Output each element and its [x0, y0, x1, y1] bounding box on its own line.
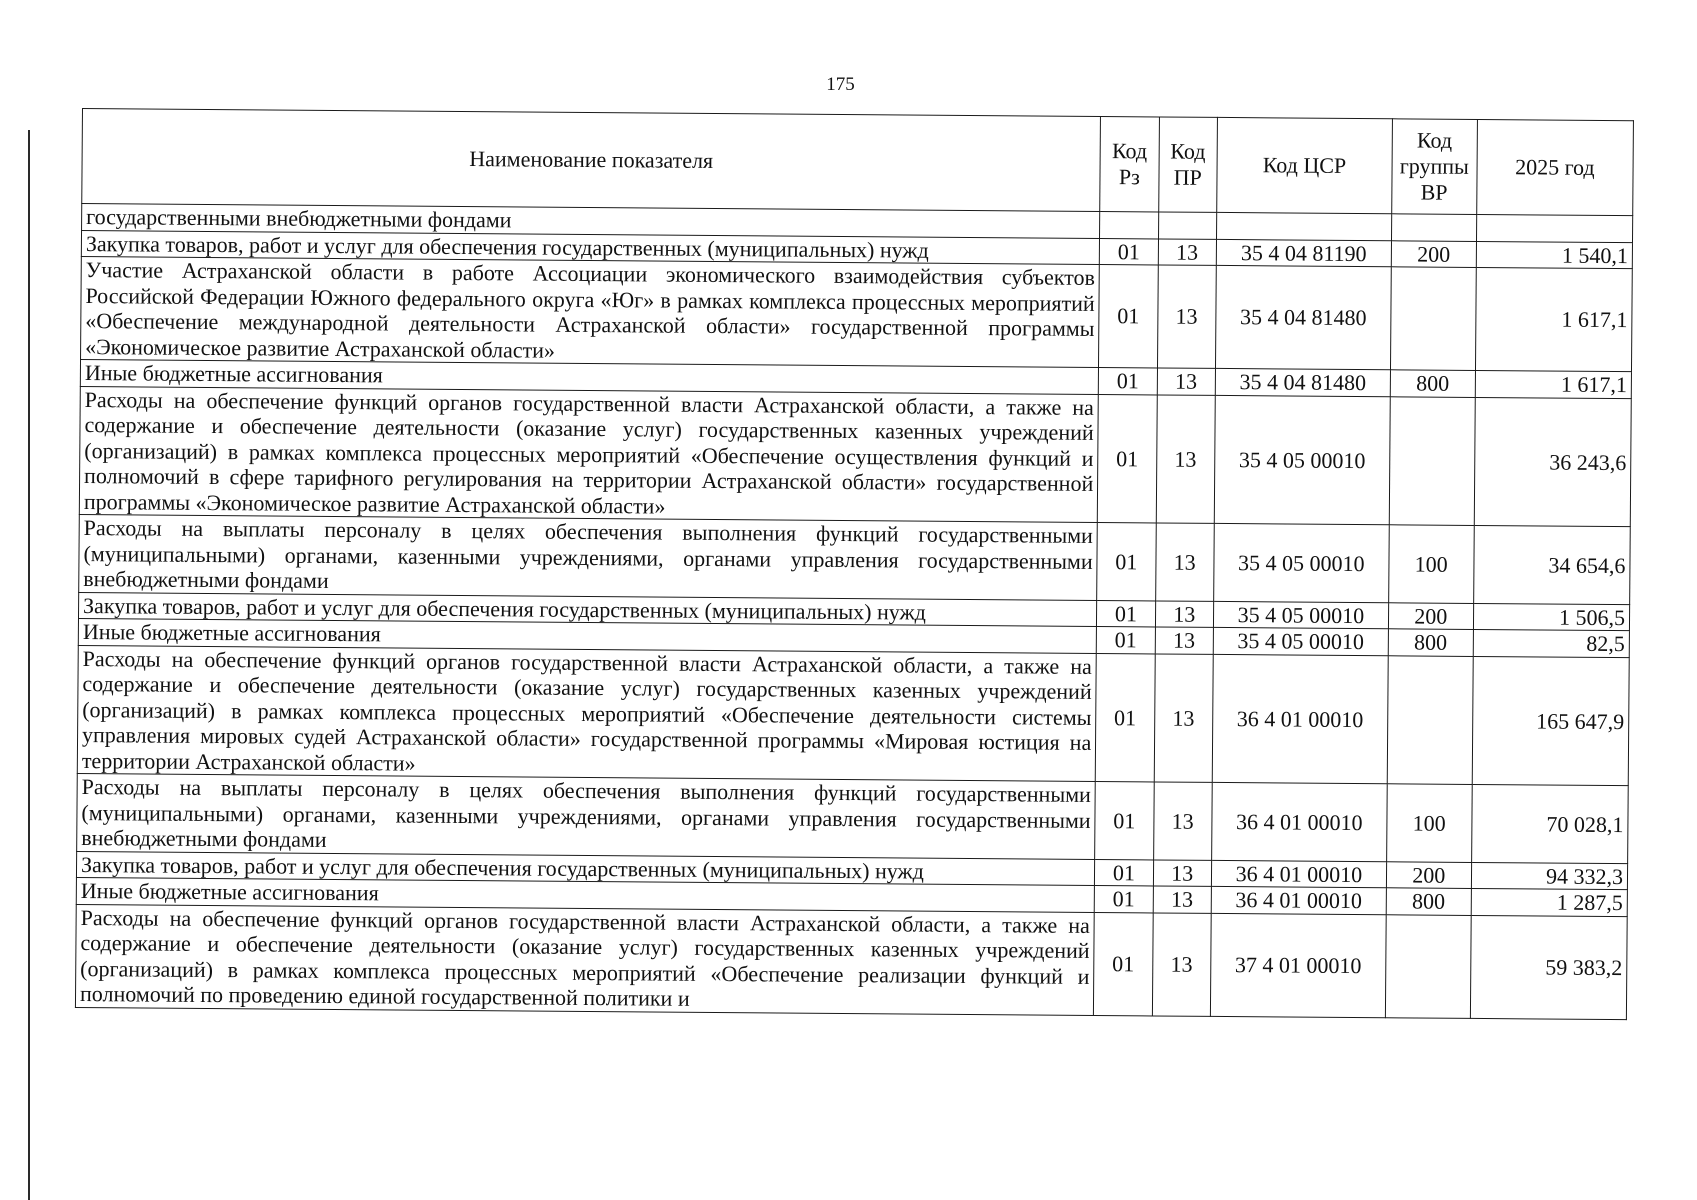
row-name: Иные бюджетные ассигнования — [80, 359, 1098, 393]
row-name: Иные бюджетные ассигнования — [76, 877, 1094, 911]
row-pr: 13 — [1157, 368, 1216, 395]
row-csr: 35 4 05 00010 — [1214, 395, 1390, 525]
row-pr: 13 — [1155, 600, 1214, 627]
row-value: 94 332,3 — [1471, 862, 1628, 890]
row-rz: 01 — [1095, 781, 1154, 859]
row-value: 1 540,1 — [1476, 241, 1633, 269]
header-name: Наименование показателя — [82, 109, 1101, 212]
row-pr: 13 — [1156, 394, 1215, 523]
row-rz: 01 — [1097, 600, 1156, 627]
row-rz: 01 — [1096, 626, 1155, 653]
row-csr: 36 4 01 00010 — [1212, 782, 1388, 861]
row-vr — [1385, 914, 1471, 1018]
row-name: Закупка товаров, работ и услуг для обеспечения государственных (муниципальных) нужд — [81, 230, 1099, 264]
row-csr: 35 4 05 00010 — [1213, 627, 1388, 655]
header-rz: Код Рз — [1100, 117, 1159, 212]
row-name: Закупка товаров, работ и услуг для обеспечения государственных (муниципальных) нужд — [76, 851, 1094, 885]
row-value: 1 506,5 — [1473, 603, 1630, 631]
row-pr — [1158, 212, 1217, 239]
row-name: Расходы на выплаты персоналу в целях обеспечения выполнения функций государственными (муниципальными) органами, казенными учреждениями, органами управления государственными внебюджетными фондами — [79, 514, 1098, 599]
header-year: 2025 год — [1476, 119, 1633, 215]
row-vr: 800 — [1386, 888, 1471, 915]
row-pr: 13 — [1157, 265, 1216, 368]
table-row — [75, 904, 1627, 1019]
row-value: 59 383,2 — [1470, 915, 1627, 1019]
table-row — [77, 773, 1629, 863]
row-value: 1 617,1 — [1475, 370, 1632, 398]
row-rz: 01 — [1095, 859, 1154, 886]
row-rz: 01 — [1099, 367, 1158, 394]
header-vr: Код группы ВР — [1392, 119, 1477, 215]
row-name: Расходы на выплаты персоналу в целях обеспечения выполнения функций государственными (муниципальными) органами, казенными учреждениями, органами управления государственными внебюджетными фондами — [77, 773, 1096, 858]
table-row — [79, 386, 1631, 527]
row-rz: 01 — [1097, 394, 1156, 523]
row-csr: 35 4 04 81480 — [1215, 368, 1390, 396]
row-csr: 35 4 04 81480 — [1215, 265, 1391, 369]
binding-edge-line — [28, 130, 30, 1200]
row-csr: 36 4 01 00010 — [1212, 654, 1388, 784]
row-value: 1 287,5 — [1471, 888, 1628, 916]
row-pr: 13 — [1153, 859, 1212, 886]
row-vr — [1389, 396, 1475, 525]
row-rz: 01 — [1099, 264, 1158, 367]
row-value: 1 617,1 — [1475, 267, 1632, 371]
table-header-row — [82, 109, 1634, 216]
row-name: Расходы на обеспечение функций органов государственной власти Астраханской области, а также на содержание и обеспечение деятельности (оказание услуг) государственных казенных учреждений (организаций) в рамках комплекса процессных мероприятий «Обеспечение реализации функций и полномочий по проведению единой государственной политики и — [75, 904, 1094, 1015]
row-vr: 100 — [1389, 525, 1474, 603]
row-vr — [1387, 655, 1473, 784]
row-rz: 01 — [1094, 912, 1153, 1015]
row-vr: 200 — [1386, 861, 1471, 888]
row-value: 165 647,9 — [1472, 656, 1629, 786]
row-pr: 13 — [1152, 912, 1211, 1015]
table-row — [81, 256, 1633, 371]
row-csr: 35 4 05 00010 — [1214, 523, 1390, 602]
row-rz — [1100, 211, 1159, 238]
row-name: государственными внебюджетными фондами — [82, 204, 1100, 238]
row-pr: 13 — [1155, 627, 1214, 654]
row-rz: 01 — [1100, 238, 1159, 265]
row-value: 34 654,6 — [1473, 525, 1630, 604]
row-rz: 01 — [1095, 653, 1154, 782]
budget-table — [75, 108, 1634, 1020]
row-vr — [1391, 214, 1476, 241]
row-csr — [1216, 212, 1391, 240]
row-name: Расходы на обеспечение функций органов государственной власти Астраханской области, а также на содержание и обеспечение деятельности (оказание услуг) государственных казенных учреждений (организаций) в рамках комплекса процессных мероприятий «Обеспечение деятельности системы управления мировых судей Астраханской области» государственной программы «Мировая юстиция на территории Астраханской области» — [77, 645, 1096, 781]
row-csr: 35 4 04 81190 — [1216, 239, 1391, 267]
row-vr: 800 — [1390, 370, 1475, 397]
row-value: 82,5 — [1473, 629, 1630, 657]
row-vr: 100 — [1387, 784, 1472, 862]
table-row — [79, 514, 1631, 604]
row-name: Иные бюджетные ассигнования — [78, 618, 1096, 652]
row-vr: 800 — [1388, 629, 1473, 656]
row-csr: 37 4 01 00010 — [1210, 913, 1386, 1017]
page-number: 175 — [826, 74, 855, 95]
row-pr: 13 — [1153, 782, 1212, 860]
table-row — [77, 645, 1629, 786]
row-name: Участие Астраханской области в работе Ассоциации экономического взаимодействия субъектов Российской Федерации Южного федерального округа «Юг» в рамках комплекса процессных мероприятий «Обеспечение международной деятельности Астраханской области» государственной программы «Экономическое развитие Астраханской области» — [81, 256, 1100, 367]
row-csr: 36 4 01 00010 — [1211, 860, 1386, 888]
row-value: 70 028,1 — [1471, 784, 1628, 863]
row-value — [1476, 214, 1633, 242]
row-vr — [1390, 267, 1476, 371]
row-name: Закупка товаров, работ и услуг для обеспечения государственных (муниципальных) нужд — [78, 592, 1096, 626]
header-pr: Код ПР — [1158, 117, 1217, 212]
row-pr: 13 — [1153, 886, 1212, 913]
row-name: Расходы на обеспечение функций органов государственной власти Астраханской области, а также на содержание и обеспечение деятельности (оказание услуг) государственных казенных учреждений (организаций) в рамках комплекса процессных мероприятий «Обеспечение осуществления функций и полномочий в сфере тарифного регулирования на территории Астраханской области» государственной программы «Экономическое развитие Астраханской области» — [79, 386, 1098, 522]
row-rz: 01 — [1097, 522, 1156, 600]
row-vr: 200 — [1388, 602, 1473, 629]
row-pr: 13 — [1154, 653, 1213, 782]
row-csr: 35 4 05 00010 — [1213, 601, 1388, 629]
row-value: 36 243,6 — [1474, 397, 1631, 527]
row-csr: 36 4 01 00010 — [1211, 886, 1386, 914]
row-rz: 01 — [1094, 885, 1153, 912]
header-csr: Код ЦСР — [1217, 117, 1393, 213]
row-pr: 13 — [1155, 523, 1214, 601]
row-pr: 13 — [1158, 238, 1217, 265]
row-vr: 200 — [1391, 240, 1476, 267]
